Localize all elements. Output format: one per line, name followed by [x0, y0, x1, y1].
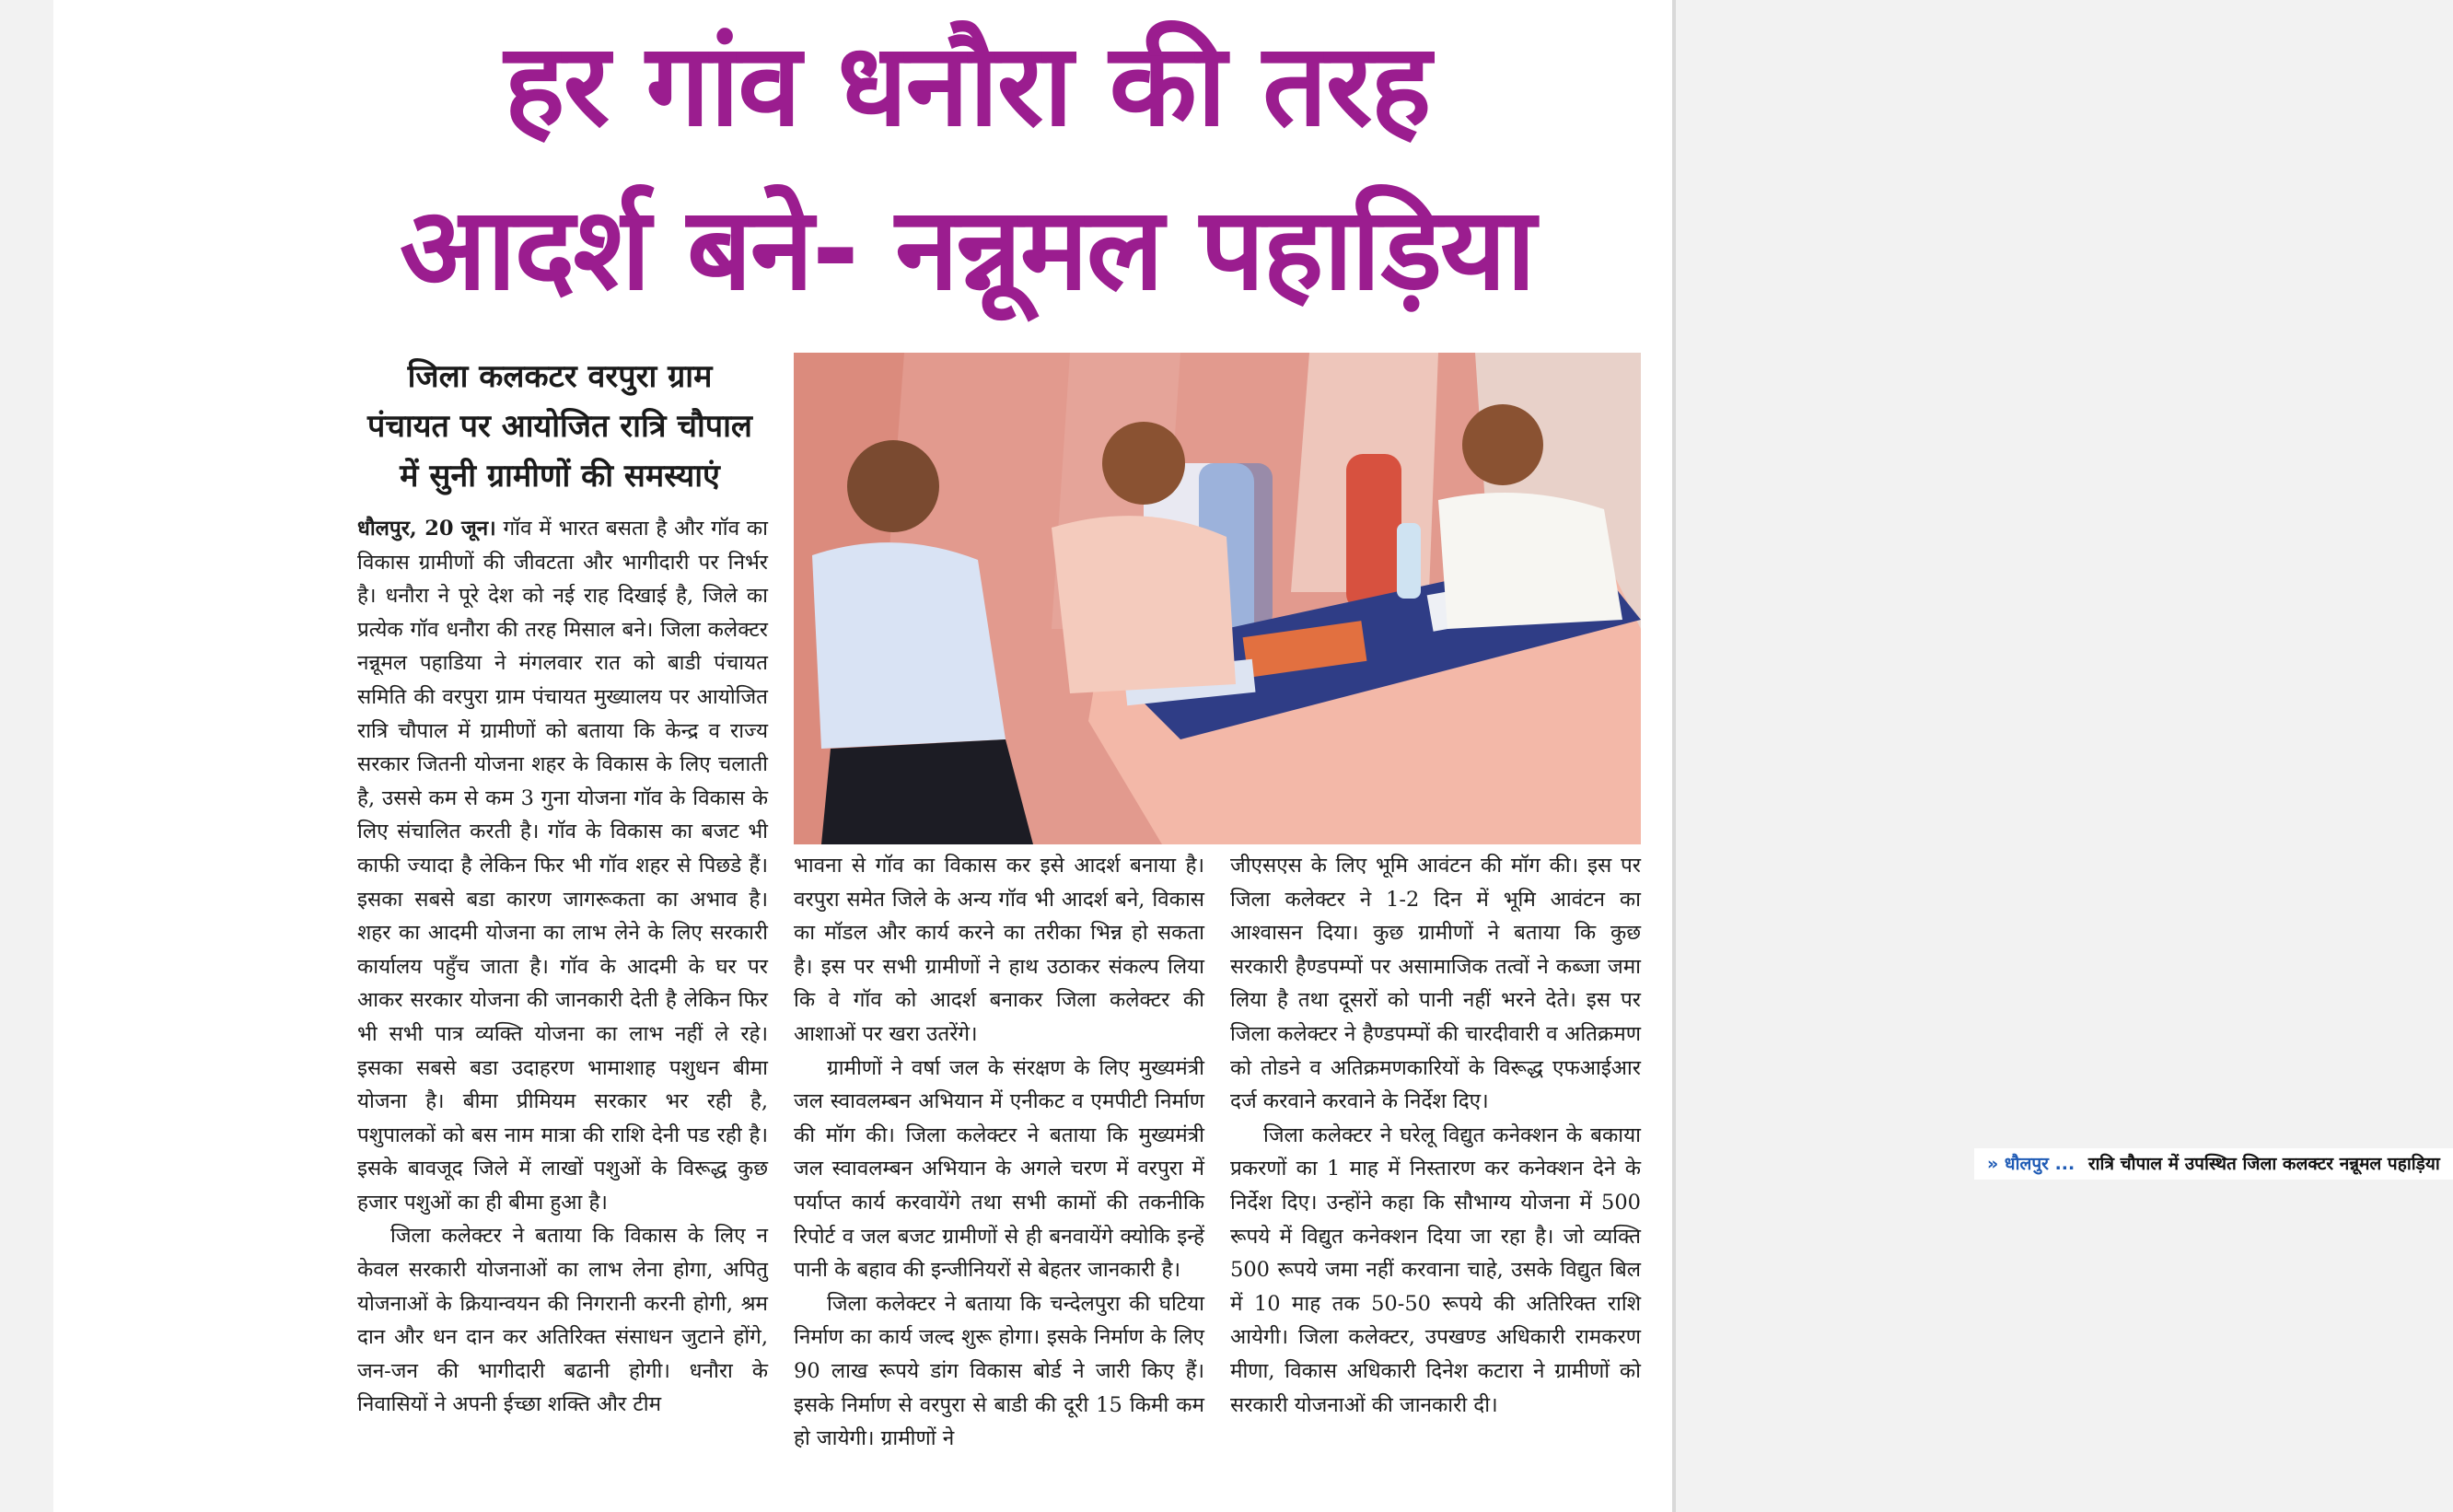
caption-marker-icon: » [1987, 1154, 1999, 1174]
article-paragraph: भावना से गॉव का विकास कर इसे आदर्श बनाया है। वरपुरा समेत जिले के अन्य गॉव भी आदर्श बने, विकास का मॉडल और कार्य करने का तरीका भिन्न हो सकता है। इस पर सभी ग्रामीणों ने हाथ उठाकर संकल्प लिया कि वे गॉव को आदर्श बनाकर जिला कलेक्टर की आशाओं पर खरा उतरेंगे। [794, 854, 1204, 1046]
article-paragraph: जीएसएस के लिए भूमि आवंटन की मॉग की। इस पर जिला कलेक्टर ने 1-2 दिन में भूमि आवंटन का आश्वासन दिया। कुछ ग्रामीणों ने बताया कि कुछ सरकारी हैण्डपम्पों पर असामाजिक तत्वों ने कब्जा जमा लिया है तथा दूसरों को पानी नहीं भरने देते। इस पर जिला कलेक्टर ने हैण्डपम्पों की चारदीवारी व अतिक्रमण को तोडने व अतिक्रमणकारियों के विरूद्ध एफआईआर दर्ज करवाने करवाने के निर्देश दिए। [1230, 854, 1641, 1114]
headline-line-1: हर गांव धनौरा की तरह [504, 19, 1430, 152]
article-paragraph: जिला कलेक्टर ने बताया कि चन्देलपुरा की घटिया निर्माण का कार्य जल्द शुरू होगा। इसके निर्माण के लिए 90 लाख रूपये डांग विकास बोर्ड ने जारी किए हैं। इसके निर्माण से वरपुरा से बाडी की दूरी 15 किमी कम हो जायेगी। ग्रामीणों ने [794, 1291, 1204, 1451]
article-column-3 [1230, 849, 1641, 1483]
subheadline-line-3: में सुनी ग्रामीणों की समस्याएं [400, 458, 720, 494]
headline-line-2: आदर्श बने- नन्नूमल पहाड़िया [399, 183, 1535, 316]
dateline: धौलपुर, 20 जून। [357, 517, 496, 541]
subheadline-line-2: पंचायत पर आयोजित रात्रि चौपाल [367, 408, 752, 445]
article-paragraph: ग्रामीणों ने वर्षा जल के संरक्षण के लिए मुख्यमंत्री जल स्वावलम्बन अभियान में एनीकट व एमपीटी निर्माण की मॉग की। जिला कलेक्टर ने बताया कि मुख्यमंत्री जल स्वावलम्बन अभियान के अगले चरण में वरपुरा में पर्याप्त कार्य करवायेंगे तथा सभी कामों की तकनीकि रिपोर्ट व जल बजट ग्रामीणों से ही बनवायेंगे क्योकि इन्हें पानी के बहाव की इन्जीनियरों से बेहतर जानकारी है। [794, 1055, 1204, 1283]
photo-caption [1974, 1148, 2453, 1180]
article-paragraph: गॉव में भारत बसता है और गॉव का विकास ग्रामीणों की जीवटता और भागीदारी पर निर्भर है। धनौरा ने पूरे देश को नई राह दिखाई है, जिले का प्रत्येक गॉव धनौरा की तरह मिसाल बने। जिला कलेक्टर नन्नूमल पहाडिया ने मंगलवार रात को बाडी पंचायत समिति की वरपुरा ग्राम पंचायत मुख्यालय पर आयोजित रात्रि चौपाल में ग्रामीणों को बताया कि केन्द्र व राज्य सरकार जितनी योजना शहर के विकास के लिए चलाती है, उससे कम से कम 3 गुना योजना गॉव के विकास के लिए संचालित करती है। गॉव के विकास का बजट भी काफी ज्यादा है लेकिन फिर भी गॉव शहर से पिछडे हैं। इसका सबसे बडा कारण जागरूकता का अभाव है। शहर का आदमी योजना का लाभ लेने के लिए सरकारी कार्यालय पहुँच जाता है। गॉव के आदमी के घर पर आकर सरकार योजना की जानकारी देती है लेकिन फिर भी सभी पात्र व्यक्ति योजना का लाभ नहीं ले रहे। इसका सबसे बडा उदाहरण भामाशाह पशुधन बीमा योजना है। बीमा प्रीमियम सरकार भर रही है, पशुपालकों को बस नाम मात्रा की राशि देनी पड रही है। इसके बावजूद जिले में लाखों पशुओं के विरूद्ध कुछ हजार पशुओं का ही बीमा हुआ है। [357, 517, 768, 1215]
caption-place: धौलपुर ... [2004, 1154, 2075, 1174]
photo-illustration [794, 353, 1641, 844]
article-column-1 [357, 512, 768, 1483]
subheadline-line-1: जिला कलकटर वरपुरा ग्राम [407, 358, 713, 395]
article-paragraph: जिला कलेक्टर ने घरेलू विद्युत कनेक्शन के बकाया प्रकरणों का 1 माह में निस्तारण कर कनेक्शन देने के निर्देश दिए। उन्होंने कहा कि सौभाग्य योजना में 500 रूपये में विद्युत कनेक्शन दिया जा रहा है। जो व्यक्ति 500 रूपये जमा नहीं करवाना चाहे, उसके विद्युत बिल में 10 माह तक 50-50 रूपये की अतिरिक्त राशि आयेगी। जिला कलेक्टर, उपखण्ड अधिकारी रामकरण मीणा, विकास अधिकारी दिनेश कटारा ने ग्रामीणों को सरकारी योजनाओं की जानकारी दी। [1230, 1122, 1641, 1417]
page-edge [1672, 0, 1676, 1512]
subheadline [357, 352, 762, 501]
article-column-2 [794, 849, 1204, 1483]
caption-text: रात्रि चौपाल में उपस्थित जिला कलक्टर नन्नूमल पहाड़िया [2087, 1154, 2440, 1174]
article-paragraph: जिला कलेक्टर ने बताया कि विकास के लिए न केवल सरकारी योजनाओं का लाभ लेना होगा, अपितु योजनाओं के क्रियान्वयन की निगरानी करनी होगी, श्रम दान और धन दान कर अतिरिक्त संसाधन जुटाने होंगे, जन-जन की भागीदारी बढानी होगी। धनौरा के निवासियों ने अपनी ईच्छा शक्ति और टीम [357, 1224, 768, 1417]
